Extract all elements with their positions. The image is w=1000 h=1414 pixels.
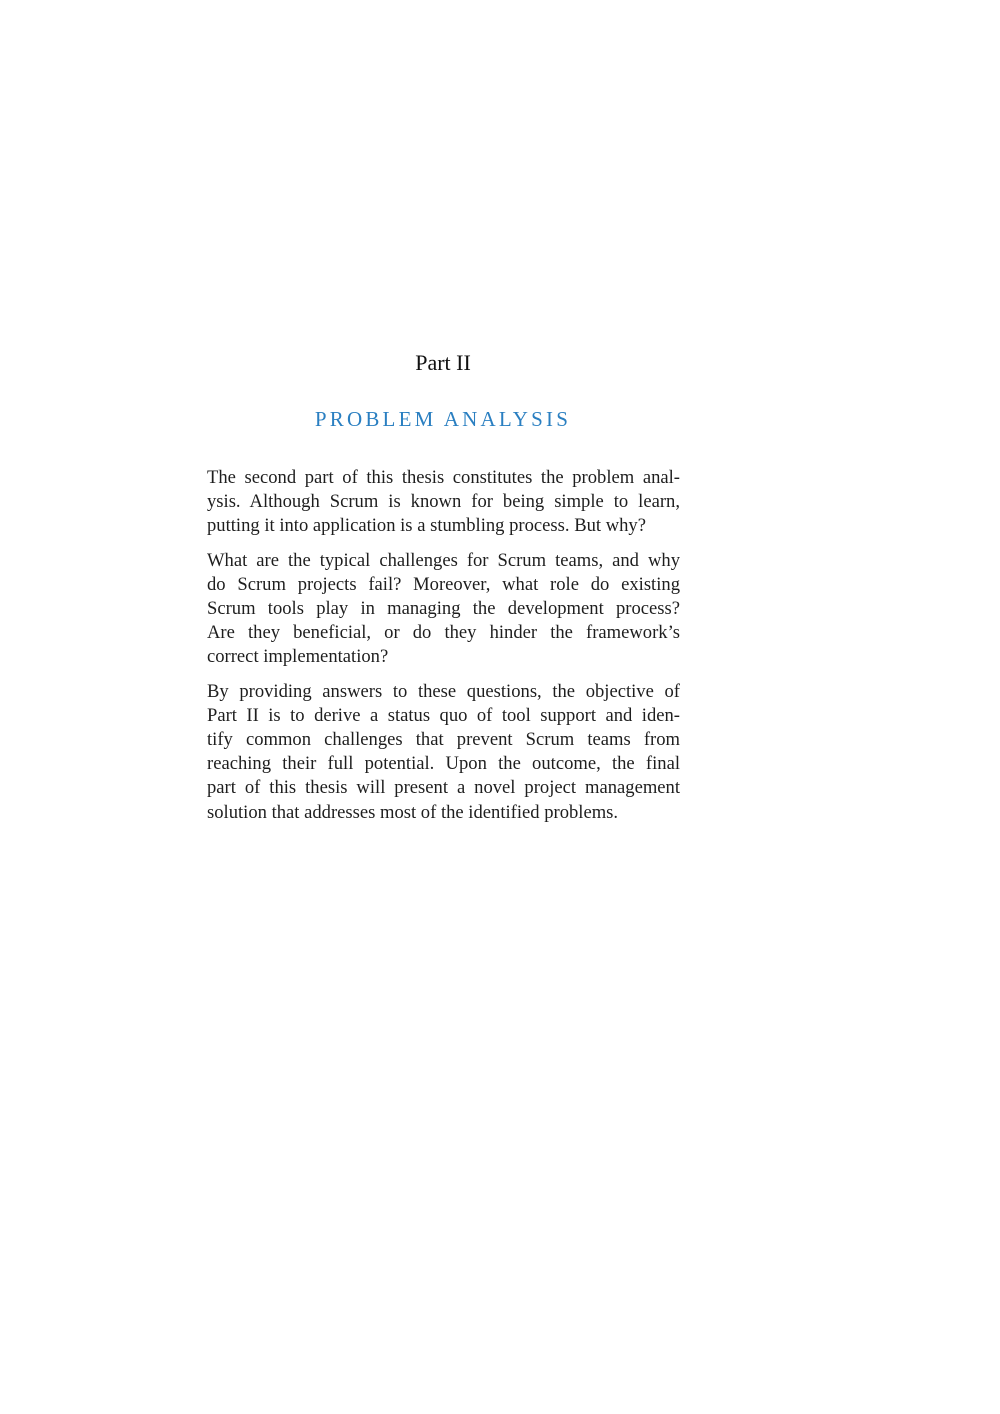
- text-line: putting it into application is a stumbling process. But why?: [207, 515, 646, 537]
- part-introduction: [207, 466, 680, 835]
- text-line: part of this thesis will present a novel project management: [207, 777, 680, 799]
- text-line: ysis. Although Scrum is known for being simple to learn,: [207, 491, 680, 513]
- text-line: The second part of this thesis constitutes the problem anal-: [207, 467, 680, 488]
- part-title: PROBLEM ANALYSIS: [314, 407, 572, 431]
- text-line: Part II is to derive a status quo of tool support and iden-: [207, 704, 680, 726]
- text-line: What are the typical challenges for Scrum teams, and why: [207, 549, 680, 571]
- text-line: reaching their full potential. Upon the outcome, the final: [207, 753, 680, 775]
- paragraph: [207, 680, 680, 825]
- text-line: tify common challenges that prevent Scrum teams from: [207, 729, 680, 751]
- paragraph: [207, 549, 680, 670]
- paragraph: [207, 466, 680, 539]
- text-line: Are they beneficial, or do they hinder the framework’s: [207, 622, 680, 644]
- text-line: solution that addresses most of the identified problems.: [207, 801, 619, 823]
- text-line: do Scrum projects fail? Moreover, what role do existing: [207, 573, 680, 595]
- text-line: Scrum tools play in managing the development process?: [207, 598, 680, 620]
- part-label: Part II: [415, 350, 471, 375]
- text-line: By providing answers to these questions, the objective of: [207, 680, 680, 702]
- text-line: correct implementation?: [207, 646, 389, 668]
